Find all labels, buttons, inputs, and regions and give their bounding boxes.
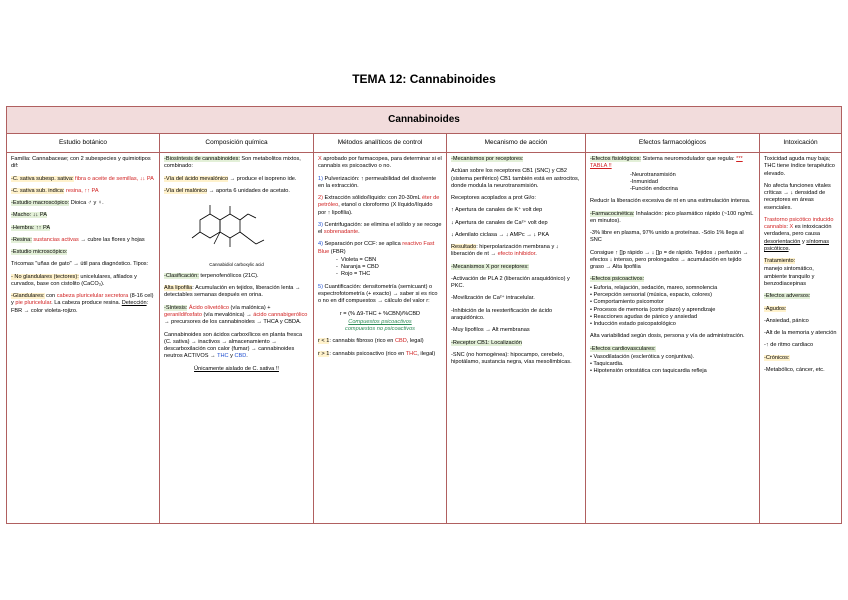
mecanismo-calcio: -Movilización de Ca²⁺ intracelular. (451, 295, 535, 302)
list-item: - Naranja = CBD (336, 264, 379, 271)
list-item: -Función endocrina (630, 186, 678, 193)
malonico-label: -Vía del malónico (164, 187, 208, 194)
macroscopico-text: Dioica ♂ y ♀. (69, 200, 104, 207)
column-intoxicacion (760, 153, 841, 523)
metodos-paso-4 (318, 241, 442, 256)
trastorno-x: X (789, 224, 794, 231)
mecanismo-cb1-localizacion (451, 340, 581, 347)
glandulares-pie: pie pluricelular (15, 300, 52, 307)
paso-4-fast-blue: reactivo Fast Blue (318, 241, 435, 255)
paso-3-sobrenadante: sobrenadante (323, 229, 359, 236)
page-title: TEMA 12: Cannabinoides (352, 72, 496, 86)
indica-label: -C. sativa sub. indica: (11, 187, 65, 194)
botanico-glandulares (11, 293, 155, 315)
agudos-label: -Agudos: (764, 305, 787, 312)
macho-text: -Macho: ↓↓ PA (11, 212, 47, 219)
glandulares-deteccion: Detección (121, 300, 147, 307)
botanico-sativa (11, 176, 155, 183)
intox-ritmo: -↑ de ritmo cardiaco (764, 342, 814, 349)
clasificacion-text: terpenofenólicos (21C). (198, 272, 259, 279)
r-mayor-1-thc: THC (405, 350, 418, 357)
header-efectos-farmacologicos: Efectos farmacológicos (586, 134, 760, 152)
quimica-aislado: Únicamente aislado de C. sativa !! (194, 365, 279, 372)
quimica-mevalonico (164, 176, 309, 183)
r-mayor-1-label: r > 1 (318, 350, 330, 357)
intox-tratamiento (764, 258, 837, 265)
biosintesis-text: Son metabolitos mixtos, combinado: (164, 156, 301, 170)
mecanismo-snc: -SNC (no homogénea): hipocampo, cerebelo, hipotálamo, sustancia negra, vías mesolímbicas. (451, 351, 572, 366)
list-item: - Rojo = THC (336, 271, 371, 278)
paso-1-text: Pulverización: ↑ permeabilidad del disolvente en la extracción. (318, 175, 437, 189)
resultado-text: : hiperpolarización membrana y ↓ liberación de nt → (451, 244, 559, 258)
resina-text: → cubre las flores y hojas (78, 236, 145, 243)
microscopico-label: -Estudio microscópico: (11, 249, 68, 256)
list-item: • Hipotensión ortostática con taquicardia refleja (590, 368, 707, 375)
mecanismo-cb1-cb2: Actúan sobre los receptores CB1 (SNC) y CB2 (sistema periférico) CB1 también está en astrocitos, donde modula la neurotransmisión. (451, 168, 580, 189)
list-item: • Inducción estado psicopatológico (590, 321, 676, 328)
no-glandulares-text: unicelulares, afilados y curvados, base con cistolito (CaCO₃). (11, 273, 137, 287)
botanico-resina (11, 237, 155, 244)
descarboxilacion-end: . (246, 353, 248, 360)
list-item: • Comportamiento psicomotor (590, 299, 664, 306)
paso-4-num: 4) (318, 241, 323, 248)
efectos-farmacocinetica (590, 211, 755, 226)
list-item: • Percepción sensorial (música, espacio, colores) (590, 291, 712, 298)
formula-r: r = (% Δ9-THC + %CBN)/%CBD (339, 310, 421, 317)
column-metodos-analiticos (314, 153, 447, 523)
sintesis-geranil: geranildifosfato (164, 311, 202, 318)
malonico-text: → aporta 6 unidades de acetato. (207, 187, 290, 194)
mevalonico-label: -Vía del ácido mevalónico (164, 175, 229, 182)
r-menor-1 (318, 338, 442, 345)
list-item: • Vasodilatación (esclerótica y conjuntiva). (590, 353, 695, 360)
intox-ansiedad: -Ansiedad, pánico (764, 317, 809, 324)
farmacocinetica-label: -Farmacocinética: (590, 210, 635, 217)
botanico-familia: Familia: Cannabaceae; con 2 subespecies y quimiotipos dif: (11, 156, 151, 170)
mecanismo-gio: Receptores acoplados a prot Gi/o: (451, 195, 536, 202)
sativa-text: fibra o aceite de semillas, ↓↓ PA (73, 175, 154, 182)
glandulares-cabeza: cabeza pluricelular secretora (56, 293, 129, 300)
metodos-intro (318, 156, 442, 171)
efectos-reducir: Reducir la liberación excesiva de nt en una estimulación intensa. (590, 198, 751, 205)
trastorno-colon: : (786, 224, 790, 231)
list-item: • Euforia, relajación, sedación, mareo, somnolencia (590, 284, 718, 291)
r-menor-1-label: r < 1 (318, 338, 330, 345)
lipofilia-text: : Acumulación en tejidos, liberación lenta → detectables semanas después en orina. (164, 285, 301, 299)
glandulares-text-1: con (44, 293, 57, 300)
paso-4-fbr: (FBR) (329, 248, 346, 255)
ccf-color-list (318, 257, 442, 279)
mevalonico-text: → produce el isopreno ide. (228, 175, 297, 182)
paso-3-end: . (358, 229, 360, 236)
no-receptores-label: -Mecanismos X por receptores: (451, 263, 529, 270)
descarboxilacion-thc: THC (217, 353, 229, 360)
paso-2-text-2: , etanol o cloroformo (X líquido/líquido por ↑ lipofilia). (318, 202, 433, 216)
list-item: -Inmunidad (630, 178, 658, 185)
paso-2-text: Extracción sólido/líquido: con 20-30mL (322, 195, 422, 202)
paso-2-num: 2) (318, 195, 323, 202)
mecanismo-adenilato: ↓ Adenilato ciclasa → ↓ AMPc → ↓ PKA (451, 231, 549, 238)
metodos-x: X (318, 156, 322, 162)
metodos-intro-text: aprobado por farmacopea, para determinar si el cannabis es psicoactivo o no. (318, 156, 442, 170)
metodos-paso-5 (318, 284, 442, 306)
trastorno-label: Trastorno psicótico inducido cannabis (764, 216, 834, 231)
quimica-descarboxilacion (164, 332, 309, 361)
quimica-clasificacion (164, 273, 309, 280)
quimica-malonico (164, 188, 309, 195)
botanico-hembra (11, 225, 155, 232)
trastorno-text: es intoxicación verdadera, pero causa (764, 224, 832, 238)
quimica-sintesis (164, 305, 309, 327)
list-item: - Violeta = CBN (336, 256, 377, 263)
resultado-inhibidor: efecto inhibidor (497, 251, 536, 258)
paso-2-eter: éter de petróleo (318, 195, 440, 209)
descarboxilacion-text: Cannabinoides son ácidos carboxílicos en planta fresca (C. sativa) → inactivos → almacenamiento → descarboxilación con calor (fumar) → cannabinoides neutros ACTIVOS → (164, 331, 303, 360)
fisiologicos-list (590, 172, 755, 194)
trastorno-end: . (788, 245, 791, 252)
mecanismo-pla2: -Activación de PLA 2 (liberación araquidónico) y PKC. (451, 275, 570, 290)
header-mecanismo-accion: Mecanismo de acción (447, 134, 586, 152)
intox-agudos (764, 306, 837, 313)
summary-table (6, 106, 842, 524)
efectos-fisiologicos (590, 156, 755, 171)
mecanismo-receptores (451, 156, 581, 163)
cronicos-label: -Crónicos: (764, 354, 790, 361)
intox-metabolico: -Metabólico, cáncer, etc. (764, 366, 825, 373)
sintesis-text-1: (vía malónica) + (229, 304, 271, 311)
metodos-paso-2 (318, 195, 442, 217)
sintesis-cannabigerolico: ácido cannabigerólico (253, 311, 308, 318)
mecanismo-no-receptores (451, 264, 581, 271)
table-banner: Cannabinoides (7, 107, 841, 134)
tabla-note: *** TABLA !! (590, 156, 743, 170)
r-menor-1-text: : cannabis fibroso (rico en (329, 338, 395, 345)
tratamiento-label: Tratamiento: (764, 258, 796, 265)
resultado-label: Resultado (451, 244, 477, 251)
hembra-text: -Hembra: ↑↑ PA (11, 224, 51, 231)
resultado-end: . (535, 251, 537, 258)
efectos-psicoactivos (590, 276, 755, 283)
glandulares-text-2: (8-16 cel) y (11, 293, 154, 307)
molecule-caption: Cannabidiol carboxylic acid (209, 262, 264, 268)
list-item: • Procesos de memoria (corto plazo) y aprendizaje (590, 306, 716, 313)
column-efectos-farmacologicos (586, 153, 760, 523)
botanico-indica (11, 188, 155, 195)
list-item: • Taquicardia. (590, 361, 624, 368)
biosintesis-label: -Biosíntesis de cannabinoides: (164, 156, 240, 162)
mecanismo-reesterificacion: -Inhibición de la reesterificación de ácido araquidónico. (451, 307, 553, 321)
column-header-row (7, 134, 841, 153)
paso-3-num: 3) (318, 221, 323, 228)
resina-label: -Resina: (11, 236, 32, 243)
metodos-paso-1 (318, 176, 442, 191)
sintesis-label: -Síntesis: (164, 304, 188, 311)
no-psicoactivos-label: compuestos no psicoactivos (345, 326, 415, 333)
r-menor-1-cbd: CBD (394, 338, 407, 345)
trastorno-sintomas: síntomas psicóticos (764, 238, 829, 252)
efectos-consigue: Consigue ↑ []p rápido → ↓ []p = de rápido. Tejidos ↓ perfusión → efectos ↓ intenso, pero prolongados → acumulación en tejido graso → Alta lipofilia (590, 249, 749, 271)
metodos-paso-3 (318, 222, 442, 237)
glandulares-text-3: . La cabeza produce resina. (51, 300, 122, 307)
lipofilia-label: Alta lipofilia (164, 285, 193, 292)
psicoactivos-section-label: -Efectos psicoactivos: (590, 276, 645, 283)
header-intoxicacion: Intoxicación (783, 139, 818, 146)
intox-funciones: No afecta funciones vitales críticas → ↓ densidad de receptores en áreas esenciales. (764, 182, 831, 211)
intox-cronicos (764, 355, 837, 362)
sintesis-olivetolico: Ácido olivetólico (187, 304, 229, 311)
header-metodos-analiticos: Métodos analíticos de control (314, 134, 447, 152)
r-mayor-1 (318, 351, 442, 358)
r-mayor-1-text: : cannabis psicoactivo (rico en (329, 350, 406, 357)
sintesis-text-2: (vía mevalónica) → (201, 311, 254, 318)
psicoactivos-label: Compuestos psicoactivos (348, 318, 412, 325)
no-glandulares-label: - No glandulares (tectores): (11, 273, 79, 280)
quimica-lipofilia (164, 285, 309, 300)
paso-5-text: Cuantificación: densitometría (semicuant) o espectrofotometría (+ exacto) → saber si es rico o no en dif compuestos → cálculo del valor r: (318, 283, 438, 305)
trastorno-y: y (800, 238, 807, 245)
botanico-tricomas: Tricomas "uñas de gato" → útil para diagnóstico. Tipos: (11, 261, 149, 268)
mecanismo-k: ↑ Apertura de canales de K⁺ volt dep (451, 207, 543, 214)
quimica-biosintesis (164, 156, 309, 171)
glandulares-text-4: : FBR → color violeta-rojizo. (11, 300, 149, 314)
botanico-macho (11, 212, 155, 219)
botanico-macroscopico (11, 200, 155, 207)
indica-text: resina, ↑↑ PA (64, 187, 99, 194)
mecanismo-lipofilos: -Muy lipofilos → Alt membranas (451, 327, 530, 334)
intox-manejo: manejo sintomático, ambiente tranquilo y benzodiacepinas (764, 266, 815, 287)
receptores-label: -Mecanismos por receptores: (451, 156, 524, 162)
fisiologicos-text: Sistema neuromodulador que regula: (641, 156, 737, 162)
paso-3-text: Centrifugación: se elimina el sólido y se recoge el (318, 221, 442, 236)
sintesis-text-3: → precursores de los cannabinoides → THCA y CBDA. (164, 319, 302, 326)
efectos-cardiovasculares (590, 346, 755, 353)
paso-4-text: Separación por CCF: se aplica (322, 241, 403, 248)
cardiovasculares-list (590, 354, 755, 376)
r-mayor-1-end: , ilegal) (417, 350, 436, 357)
clasificacion-label: -Clasificación: (164, 272, 199, 279)
farmacocinetica-text: Inhalación: pico plasmático rápido (~100 ng/mL en minutos). (590, 210, 754, 224)
intox-trastorno (764, 217, 837, 253)
botanico-microscopico (11, 249, 155, 256)
intox-adversos (764, 293, 837, 300)
cb1-localizacion-label: -Receptor CB1: Localización (451, 339, 522, 346)
trastorno-desorientacion: desorientación (764, 238, 801, 245)
intox-memoria: -Alt de la memoria y atención (764, 330, 837, 337)
paso-5-num: 5) (318, 283, 323, 290)
header-composicion-quimica: Composición química (160, 134, 314, 152)
mecanismo-resultado (451, 244, 581, 259)
sativa-label: -C. sativa subesp. sativa: (11, 175, 74, 182)
adversos-label: -Efectos adversos: (764, 293, 811, 300)
mecanismo-ca: ↓ Apertura de canales de Ca²⁺ volt dep (451, 219, 548, 226)
list-item: -Neurotransmisión (630, 171, 676, 178)
botanico-no-glandulares (11, 274, 155, 289)
glandulares-label: -Glandulares: (11, 293, 45, 300)
header-estudio-botanico: Estudio botánico (7, 134, 160, 152)
fisiologicos-label: -Efectos fisiológicos: (590, 156, 641, 162)
efectos-variabilidad: Alta variabilidad según dosis, persona y vía de administración. (590, 333, 745, 340)
list-item: • Reacciones agudas de pánico y ansiedad (590, 313, 698, 320)
macroscopico-label: -Estudio macroscópico: (11, 200, 70, 207)
efectos-plasma: -3% libre en plasma, 97% unido a proteínas. -Sólo 1% llega al SNC (590, 230, 744, 244)
psicoactivos-list (590, 285, 755, 329)
descarboxilacion-cbd: CBD (234, 353, 247, 360)
molecule-structure-image (190, 200, 270, 260)
cardiovasculares-label: -Efectos cardiovasculares: (590, 345, 656, 352)
column-composicion-quimica (160, 153, 314, 523)
intox-toxicidad: Toxicidad aguda muy baja; THC tiene índice terapéutico elevado. (764, 156, 835, 177)
r-menor-1-end: , legal) (406, 338, 424, 345)
column-mecanismo-accion (447, 153, 586, 523)
descarboxilacion-y: y (228, 353, 235, 360)
paso-1-num: 1) (318, 175, 323, 182)
column-estudio-botanico (7, 153, 160, 523)
resina-activas: sustancias activas (31, 236, 79, 243)
